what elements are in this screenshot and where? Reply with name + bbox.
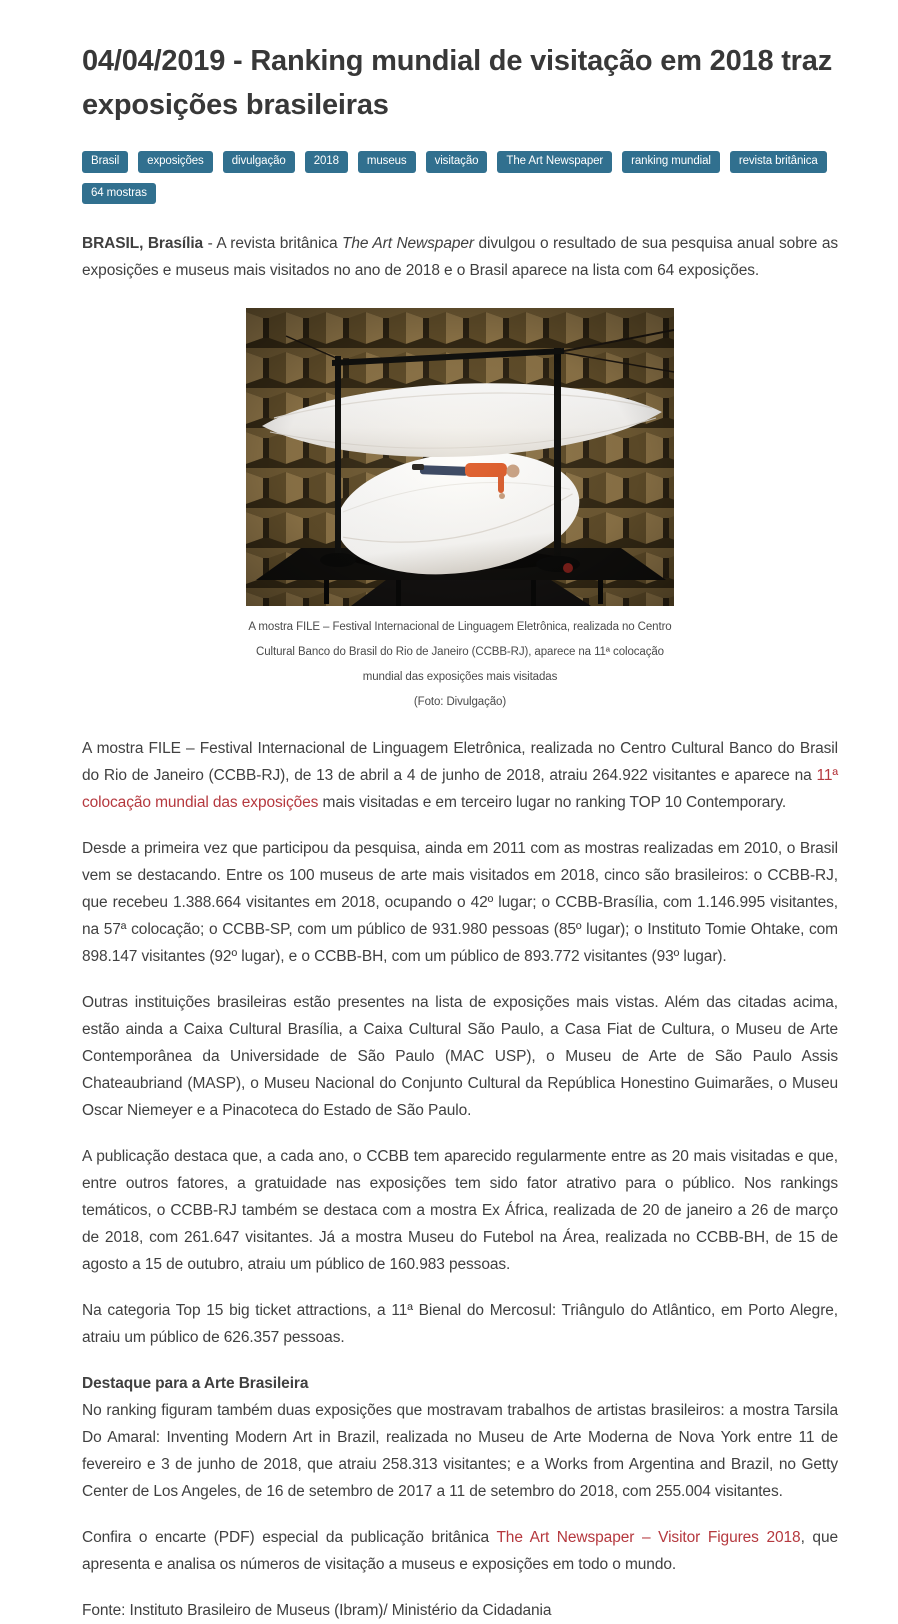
paragraph xyxy=(82,1297,838,1351)
text-segment: , que apresenta e analisa os números de visitação a museus e exposições em todo o mundo. xyxy=(82,1529,838,1573)
tag[interactable]: visitação xyxy=(426,151,488,173)
paragraph xyxy=(82,1397,838,1505)
paragraph xyxy=(82,1143,838,1278)
text-segment: A publicação destaca que, a cada ano, o CCBB tem aparecido regularmente entre as 20 mais visitadas e que, entre outros fatores, a gratuidade nas exposições tem sido fator atrativo para o público. Nos rankings temáticos, o CCBB-RJ também se destaca com a mostra Ex África, realizada de 20 de janeiro a 26 de março de 2018, com 261.647 visitantes. Já a mostra Museu do Futebol na Área, realizada no CCBB-BH, de 15 de agosto a 15 de outubro, atraiu um público de 160.983 pessoas. xyxy=(82,1148,838,1273)
tag[interactable]: 64 mostras xyxy=(82,183,156,205)
photo-illustration xyxy=(246,308,674,606)
text-segment: Fonte: Instituto Brasileiro de Museus (Ibram)/ Ministério da Cidadania xyxy=(82,1602,552,1619)
page-title: 04/04/2019 - Ranking mundial de visitação em 2018 traz exposições brasileiras xyxy=(82,45,832,121)
text-segment: Confira o encarte (PDF) especial da publicação britânica xyxy=(82,1529,497,1546)
paragraph xyxy=(82,735,838,816)
text-segment: divulgou o resultado de sua pesquisa anual sobre as exposições e museus mais visitados no ano de 2018 e o Brasil aparece na lista com 64 exposições. xyxy=(82,235,839,279)
text-segment: Desde a primeira vez que participou da pesquisa, ainda em 2011 com as mostras realizadas em 2010, o Brasil vem se destacando. Entre os 100 museus de arte mais visitados em 2018, cinco são brasileiros: o CCBB-RJ, que recebeu 1.388.664 visitantes em 2018, ocupando o 42º lugar; o CCBB-Brasília, com 1.146.995 visitantes, na 57ª colocação; o CCBB-SP, com um público de 931.980 pessoas (85º lugar); o Instituto Tomie Ohtake, com 898.147 visitantes (92º lugar), e o CCBB-BH, com um público de 893.772 visitantes (93º lugar). xyxy=(82,840,838,965)
article-figure xyxy=(82,308,838,715)
paragraph xyxy=(82,1524,838,1578)
article xyxy=(82,0,838,1624)
tag-list xyxy=(82,151,838,204)
photo-caption-credit: (Foto: Divulgação) xyxy=(413,696,507,708)
text-segment: The Art Newspaper xyxy=(342,235,474,252)
text-segment: Na categoria Top 15 big ticket attractions, a 11ª Bienal do Mercosul: Triângulo do Atlântico, em Porto Alegre, atraiu um público de 626.357 pessoas. xyxy=(82,1302,838,1346)
text-segment: Outras instituições brasileiras estão presentes na lista de exposições mais vistas. Além das citadas acima, estão ainda a Caixa Cultural Brasília, a Caixa Cultural São Paulo, a Casa Fiat de Cultura, o Museu de Arte Contemporânea da Universidade de São Paulo (MAC USP), o Museu de Arte de São Paulo Assis Chateaubriand (MASP), o Museu Nacional do Conjunto Cultural da República Honestino Guimarães, o Museu Oscar Niemeyer e a Pinacoteca do Estado de São Paulo. xyxy=(82,994,838,1119)
article-photo xyxy=(246,308,674,606)
article-intro xyxy=(82,230,838,284)
text-segment: Destaque para a Arte Brasileira xyxy=(82,1375,309,1392)
tag[interactable]: Brasil xyxy=(82,151,128,173)
tag[interactable]: The Art Newspaper xyxy=(497,151,612,173)
text-segment: No ranking figuram também duas exposições que mostravam trabalhos de artistas brasileiros: a mostra Tarsila Do Amaral: Inventing Modern Art in Brazil, realizada no Museu de Arte Moderna de Nova York entre 11 de fevereiro e 3 de junho de 2018, que atraiu 258.313 visitantes; e a Works from Argentina and Brazil, no Getty Center de Los Angeles, de 16 de setembro de 2017 a 11 de setembro do 2018, com 255.004 visitantes. xyxy=(82,1402,838,1500)
tag[interactable]: ranking mundial xyxy=(622,151,720,173)
section-heading xyxy=(82,1370,838,1397)
text-segment: - A revista britânica xyxy=(203,235,343,252)
paragraph xyxy=(82,230,838,284)
tag[interactable]: museus xyxy=(358,151,416,173)
photo-caption-text: A mostra FILE – Festival Internacional de Linguagem Eletrônica, realizada no Centro Cultural Banco do Brasil do Rio de Janeiro (CCBB-RJ), aparece na 11ª colocação mundial das exposições mais visitadas xyxy=(248,621,672,683)
paragraph xyxy=(82,989,838,1124)
text-segment: mais visitadas e em terceiro lugar no ranking TOP 10 Contemporary. xyxy=(318,794,787,811)
paragraph xyxy=(82,835,838,970)
inline-link[interactable]: The Art Newspaper – Visitor Figures 2018 xyxy=(496,1529,801,1546)
inline-link[interactable]: 11ª colocação mundial das exposições xyxy=(82,767,838,811)
text-segment: A mostra FILE – Festival Internacional de Linguagem Eletrônica, realizada no Centro Cultural Banco do Brasil do Rio de Janeiro (CCBB-RJ), de 13 de abril a 4 de junho de 2018, atraiu 264.922 visitantes e aparece na xyxy=(82,740,838,784)
tag[interactable]: exposições xyxy=(138,151,213,173)
tag[interactable]: divulgação xyxy=(223,151,295,173)
tag[interactable]: 2018 xyxy=(305,151,348,173)
photo-caption xyxy=(245,615,675,715)
text-segment: BRASIL, Brasília xyxy=(82,235,204,252)
tag[interactable]: revista britânica xyxy=(730,151,827,173)
paragraph xyxy=(82,1597,838,1624)
article-body xyxy=(82,735,838,1624)
